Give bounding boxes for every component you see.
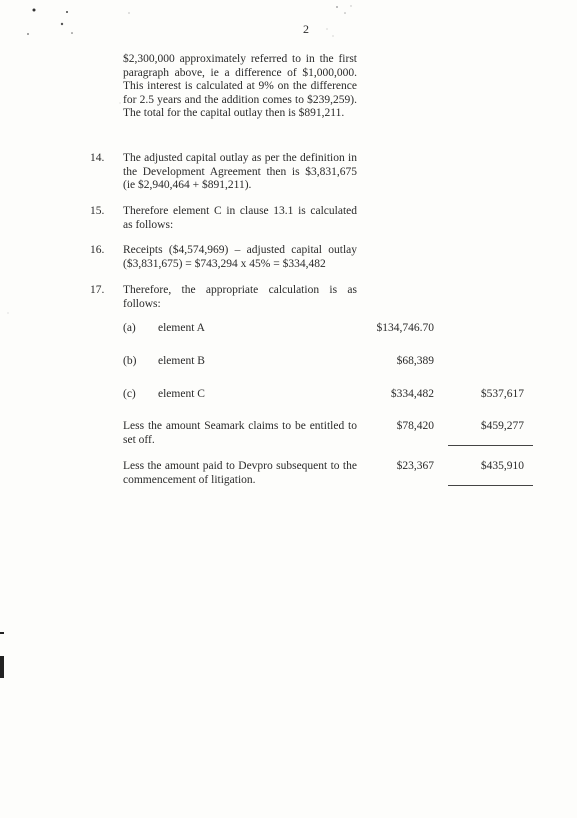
element-letter: (b) (123, 355, 137, 367)
element-amount: $68,389 (396, 355, 434, 367)
element-letter: (a) (123, 322, 136, 334)
deduction-text: Less the amount Seamark claims to be entitled to set off. (123, 420, 357, 446)
running-total: $459,277 (480, 420, 524, 432)
item-text: Therefore, the appropriate calculation is as follows: (123, 284, 357, 310)
deduction-amount: $23,367 (396, 460, 434, 472)
item-text: Receipts ($4,574,969) – adjusted capital outlay ($3,831,675) = $743,294 x 45% = $334,482 (123, 244, 357, 270)
item-text: Therefore element C in clause 13.1 is calculated as follows: (123, 205, 357, 231)
element-amount: $134,746.70 (376, 322, 434, 334)
element-label: element A (158, 322, 205, 334)
element-amount: $334,482 (390, 388, 434, 400)
scan-edge-mark (0, 632, 4, 634)
scan-edge-mark (0, 656, 4, 678)
item-number: 14. (90, 152, 105, 164)
running-total: $537,617 (480, 388, 524, 400)
item-number: 15. (90, 205, 105, 217)
item-text: The adjusted capital outlay as per the definition in the Development Agreement then is $3,831,675 (ie $2,940,464 + $891,211). (123, 152, 357, 192)
page-number: 2 (303, 22, 309, 36)
deduction-amount: $78,420 (396, 420, 434, 432)
element-letter: (c) (123, 388, 136, 400)
item-number: 16. (90, 244, 105, 256)
element-label: element C (158, 388, 205, 400)
running-total: $435,910 (480, 460, 524, 472)
item-number: 17. (90, 284, 105, 296)
deduction-text: Less the amount paid to Devpro subsequent to the commencement of litigation. (123, 460, 357, 486)
underline-rule (448, 485, 533, 486)
intro-paragraph: $2,300,000 approximately referred to in the first paragraph above, ie a difference of $1,000,000. This interest is calculated at 9% on the difference for 2.5 years and the addition comes to $239,259). The total for the capital outlay then is $891,211. (123, 53, 357, 120)
element-label: element B (158, 355, 205, 367)
underline-rule (448, 445, 533, 446)
